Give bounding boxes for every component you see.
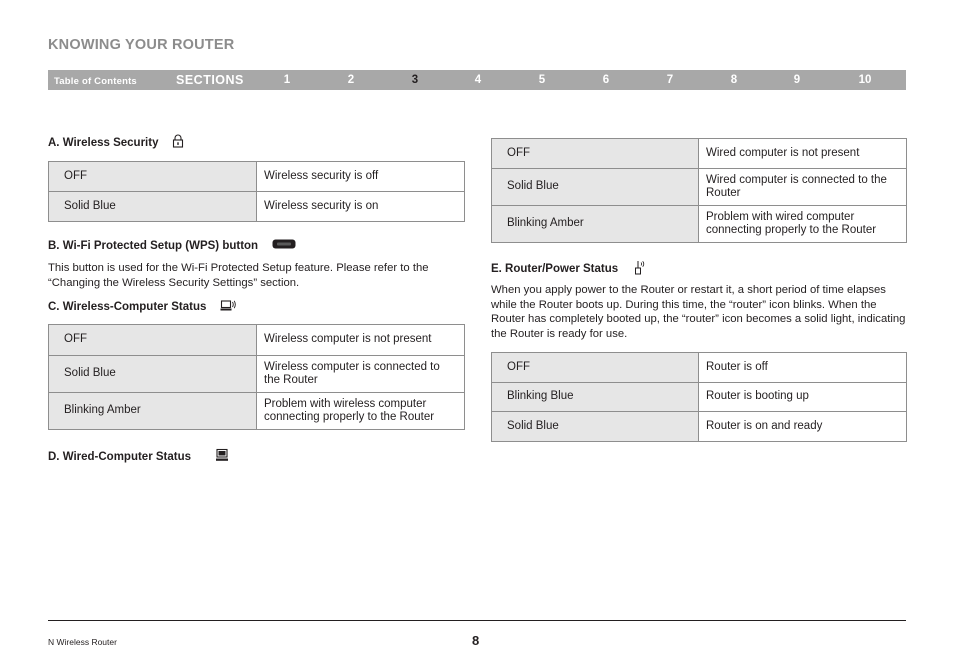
section-nav-bar — [48, 70, 906, 90]
section-a-heading — [48, 134, 184, 151]
lock-icon — [172, 134, 184, 151]
status-cell: OFF — [49, 162, 257, 192]
wired-computer-status-table — [491, 138, 907, 243]
wireless-security-table — [48, 161, 465, 222]
status-cell: Blinking Amber — [49, 393, 257, 430]
status-cell: Solid Blue — [49, 356, 257, 393]
page-number: 8 — [472, 633, 480, 648]
status-cell: OFF — [49, 325, 257, 356]
section-b-body: This button is used for the Wi-Fi Protected Setup feature. Please refer to the “Changing the Wireless Security Settings” section. — [48, 262, 429, 289]
status-cell: OFF — [492, 139, 699, 169]
wired-computer-icon — [215, 448, 229, 465]
section-link-9[interactable]: 9 — [793, 74, 801, 86]
section-e-heading — [491, 260, 646, 278]
wps-button-icon — [272, 239, 296, 252]
section-c-title: C. Wireless-Computer Status — [48, 300, 207, 313]
router-icon — [634, 260, 646, 278]
description-cell: Wireless security is off — [257, 162, 465, 192]
table-row — [49, 393, 465, 430]
footer-product-name: N Wireless Router — [48, 637, 117, 647]
section-link-6[interactable]: 6 — [602, 74, 610, 86]
section-link-10[interactable]: 10 — [858, 74, 872, 86]
section-link-7[interactable]: 7 — [666, 74, 674, 86]
section-link-4[interactable]: 4 — [474, 74, 482, 86]
status-cell: Solid Blue — [492, 169, 699, 206]
section-c-heading — [48, 298, 236, 315]
status-cell: Blinking Blue — [492, 383, 699, 412]
section-link-2[interactable]: 2 — [347, 74, 355, 86]
section-e-title: E. Router/Power Status — [491, 263, 619, 275]
description-cell: Problem with wireless computer connecting properly to the Router — [257, 393, 465, 430]
table-row — [49, 356, 465, 393]
wireless-computer-icon — [220, 298, 236, 315]
description-cell: Wired computer is not present — [699, 139, 907, 169]
description-cell: Wireless computer is connected to the Router — [257, 356, 465, 393]
table-row — [49, 325, 465, 356]
table-row — [492, 383, 907, 412]
section-d-title: D. Wired-Computer Status — [48, 450, 192, 463]
description-cell: Wired computer is connected to the Router — [699, 169, 907, 206]
section-b-title: B. Wi-Fi Protected Setup (WPS) button — [48, 239, 259, 252]
section-link-8[interactable]: 8 — [730, 74, 738, 86]
description-cell: Router is booting up — [699, 383, 907, 412]
table-row — [49, 162, 465, 192]
section-a-title: A. Wireless Security — [48, 136, 159, 149]
description-cell: Router is off — [699, 353, 907, 383]
table-row — [492, 169, 907, 206]
sections-label: SECTIONS — [176, 73, 244, 87]
status-cell: Blinking Amber — [492, 206, 699, 243]
section-link-5[interactable]: 5 — [538, 74, 546, 86]
table-row — [492, 139, 907, 169]
description-cell: Problem with wired computer connecting properly to the Router — [699, 206, 907, 243]
status-cell: OFF — [492, 353, 699, 383]
description-cell: Wireless security is on — [257, 192, 465, 222]
table-row — [492, 412, 907, 442]
status-cell: Solid Blue — [49, 192, 257, 222]
table-row — [492, 353, 907, 383]
page-title: KNOWING YOUR ROUTER — [48, 37, 235, 53]
description-cell: Wireless computer is not present — [257, 325, 465, 356]
section-link-1[interactable]: 1 — [283, 74, 291, 86]
wireless-computer-status-table — [48, 324, 465, 430]
section-link-3[interactable]: 3 — [411, 74, 419, 86]
table-of-contents-link[interactable]: Table of Contents — [54, 76, 137, 87]
router-power-status-table — [491, 352, 907, 442]
description-cell: Router is on and ready — [699, 412, 907, 442]
section-e-body: When you apply power to the Router or restart it, a short period of time elapses while the Router boots up. During this time, the “router” icon blinks. When the Router has completely booted up, the “router” icon becomes a solid light, indicating the Router is ready for use. — [491, 284, 906, 340]
section-d-heading — [48, 448, 229, 465]
footer-divider — [48, 620, 906, 621]
section-b-heading — [48, 239, 296, 252]
table-row — [49, 192, 465, 222]
table-row — [492, 206, 907, 243]
status-cell: Solid Blue — [492, 412, 699, 442]
